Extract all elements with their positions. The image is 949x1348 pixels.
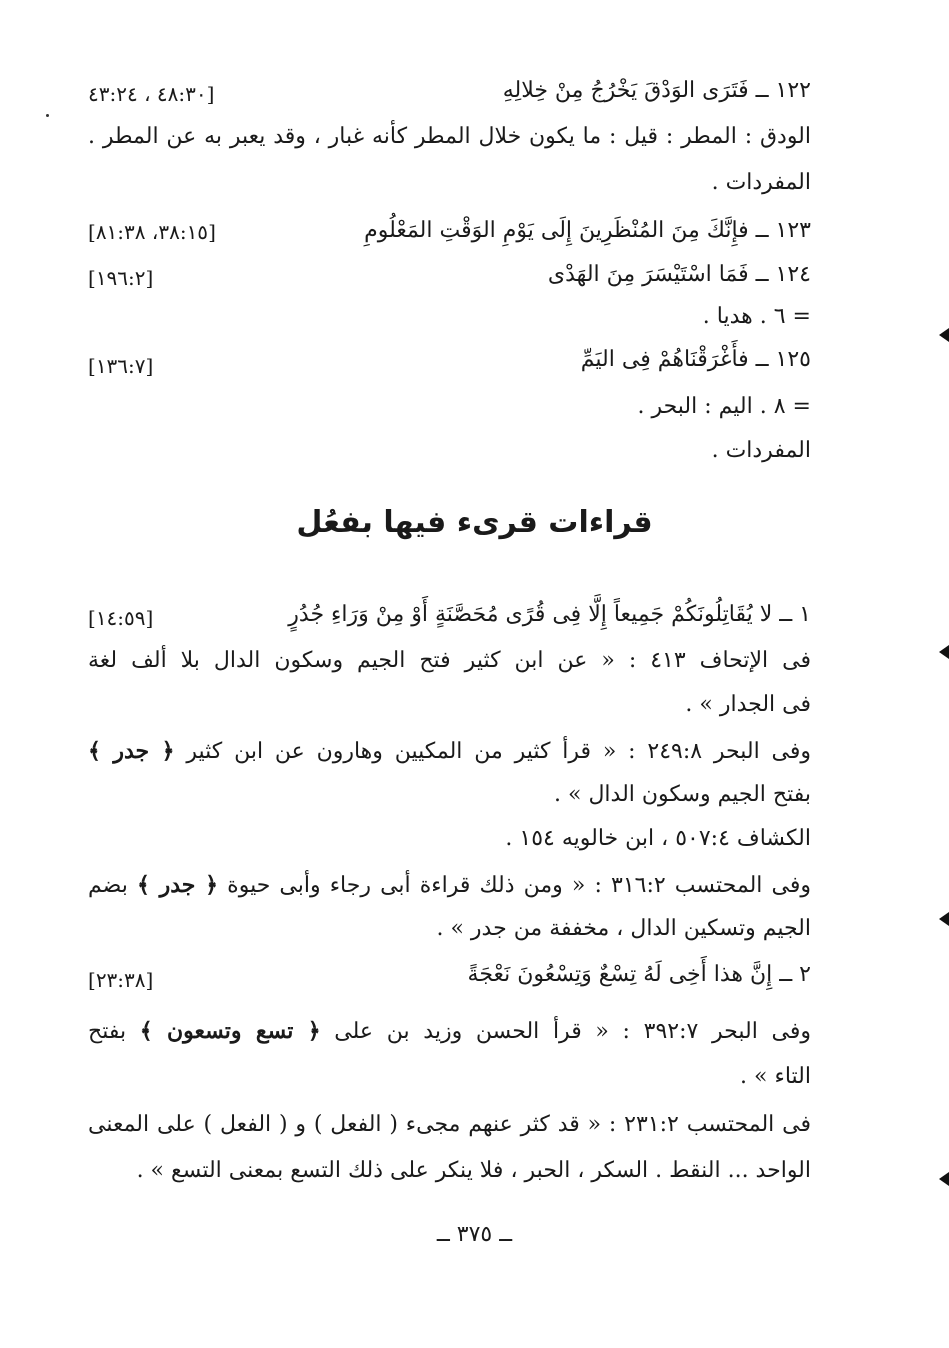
muhtasab-citation-1 — [88, 872, 811, 898]
entry-122-ref: [٤٨:٣٠ ، ٤٣:٢٤ — [88, 82, 215, 106]
kashshaf-citation: الكشاف ٥٠٧:٤ ، ابن خالويه ١٥٤ . — [505, 826, 811, 851]
muhtasab-citation-1-text: وفى المحتسب ٣١٦:٢ : « ومن ذلك قراءة أبى رجاء وأبى حيوة — [227, 873, 811, 898]
bahr-citation-2-post: بفتح — [88, 1019, 127, 1044]
muhtasab-citation-1-word: ﴿ جدر ﴾ — [136, 872, 219, 898]
ithaf-citation: فى الإتحاف ٤١٣ : « عن ابن كثير فتح الجيم وسكون الدال بلا ألف لغة — [88, 648, 812, 673]
verse-2: ٢ ــ إِنَّ هذا أَخِى لَهُ تِسْعٌ وَتِسْعُونَ نَعْجَةً — [467, 962, 811, 987]
bahr-citation-2 — [88, 1018, 811, 1044]
entry-124-ref: [١٩٦:٢] — [88, 266, 154, 290]
bahr-citation-1 — [88, 738, 811, 764]
entry-123-ref: [٣٨:١٥، ٨١:٣٨] — [88, 220, 216, 244]
section-heading: قراءات قرىء فيها بفعُل — [296, 505, 653, 540]
margin-mark — [939, 1172, 949, 1186]
entry-122-source: المفردات . — [711, 170, 811, 195]
entry-124-text: ١٢٤ ــ فَمَا اسْتَيْسَرَ مِنَ الهَدْى — [547, 262, 811, 287]
margin-mark — [939, 645, 949, 659]
bahr-citation-2-end: التاء » . — [740, 1064, 811, 1089]
entry-125-text: ١٢٥ ــ فأَغْرَقْنَاهُمْ فِى اليَمِّ — [580, 347, 811, 372]
muhtasab-citation-2-end: الواحد ... النقط . السكر ، الحبر ، فلا ينكر على ذلك التسع بمعنى التسع » . — [136, 1158, 811, 1183]
entry-125-gloss: = ٨ . اليم : البحر . — [637, 394, 811, 419]
entry-123-text: ١٢٣ ــ فإِنَّكَ مِنَ المُنْظَرِينَ إِلَى يَوْمِ الوَقْتِ المَعْلُومِ — [364, 218, 811, 243]
bahr-citation-1-word: ﴿ جدر ﴾ — [88, 738, 175, 764]
entry-125-source: المفردات . — [711, 438, 811, 463]
page-number: ــ ٣٧٥ ــ — [436, 1222, 513, 1247]
bahr-citation-2-text: وفى البحر ٣٩٢:٧ : « قرأ الحسن وزيد بن على — [334, 1019, 811, 1044]
bahr-citation-2-word: ﴿ تسع وتسعون ﴾ — [139, 1018, 321, 1044]
muhtasab-citation-1-end: الجيم وتسكين الدال ، مخففة من جدر » . — [436, 916, 811, 941]
verse-2-ref: [٢٣:٣٨] — [88, 968, 154, 992]
entry-122-gloss: الودق : المطر : قيل : ما يكون خلال المطر كأنه غبار ، وقد يعبر به عن المطر . — [88, 124, 811, 149]
entry-122-text: ١٢٢ ــ فَتَرَى الوَدْقَ يَخْرُجُ مِنْ خِلالِهِ — [502, 78, 811, 103]
margin-mark — [939, 912, 949, 926]
bahr-citation-1-end: بفتح الجيم وسكون الدال » . — [554, 782, 811, 807]
verse-1: ١ ــ لا يُقَاتِلُونَكُمْ جَمِيعاً إِلَّا فِى قُرًى مُحَصَّنَةٍ أَوْ مِنْ وَرَاءِ جُدُرٍ — [288, 602, 811, 627]
verse-1-ref: [١٤:٥٩] — [88, 606, 154, 630]
entry-124-gloss: = ٦ . هديا . — [702, 304, 811, 329]
bahr-citation-1-text: وفى البحر ٢٤٩:٨ : « قرأ كثير من المكيين وهارون عن ابن كثير — [186, 739, 812, 764]
entry-125-ref: [١٣٦:٧] — [88, 354, 154, 378]
muhtasab-citation-1-post: بضم — [88, 873, 128, 898]
muhtasab-citation-2: فى المحتسب ٢٣١:٢ : « قد كثر عنهم مجىء ( الفعل ) و ( الفعل ) على المعنى — [88, 1112, 811, 1137]
ithaf-citation-end: فى الجدار » . — [685, 692, 811, 717]
scan-speck — [46, 114, 49, 117]
margin-mark — [939, 328, 949, 342]
